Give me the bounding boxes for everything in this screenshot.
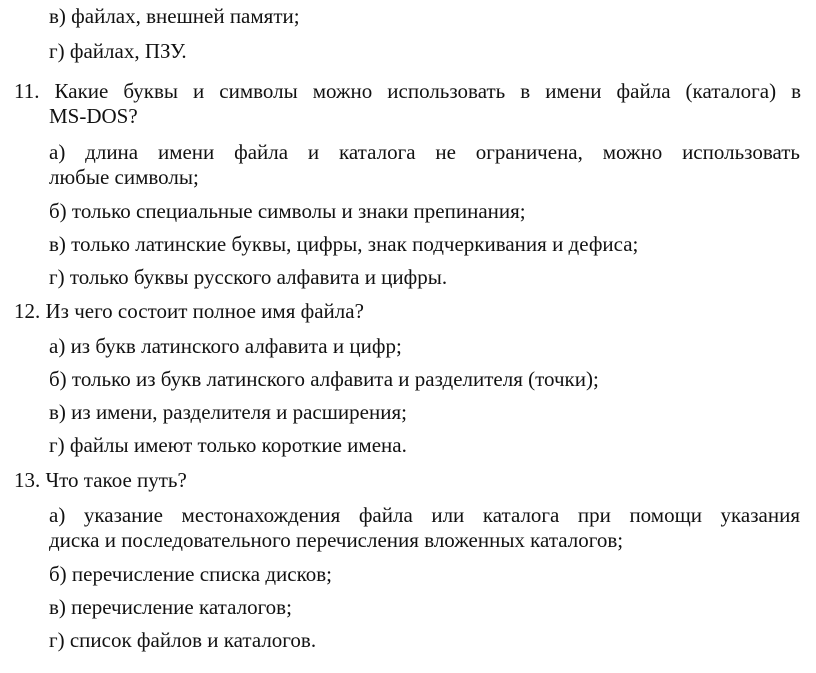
question-13-option-b: б) перечисление списка дисков; (49, 562, 332, 586)
question-11-option-g: г) только буквы русского алфавита и цифры. (49, 265, 448, 289)
question-13-text: 13. Что такое путь? (14, 468, 187, 492)
question-12-option-v: в) из имени, разделителя и расширения; (49, 400, 407, 424)
question-13-option-v: в) перечисление каталогов; (49, 595, 292, 619)
question-12-option-a: а) из букв латинского алфавита и цифр; (49, 334, 402, 358)
question-11-text-line2: MS-DOS? (49, 104, 138, 128)
question-13-option-g: г) список файлов и каталогов. (49, 628, 317, 652)
question-11-text-line1: 11. Какие буквы и символы можно использовать в имени файла (каталога) в (14, 79, 802, 103)
prev-option-g: г) файлах, ПЗУ. (49, 39, 187, 63)
question-11-option-v: в) только латинские буквы, цифры, знак подчеркивания и дефиса; (49, 232, 639, 256)
question-11-option-a-line1: а) длина имени файла и каталога не ограничена, можно использовать (49, 140, 800, 164)
question-13-option-a-line1: а) указание местонахождения файла или каталога при помощи указания (49, 503, 800, 527)
question-12-number: 12. (14, 299, 41, 323)
question-12-option-b: б) только из букв латинского алфавита и разделителя (точки); (49, 367, 599, 391)
question-12-text: 12. Из чего состоит полное имя файла? (14, 299, 364, 323)
question-11-number: 11. (14, 79, 40, 103)
prev-option-v: в) файлах, внешней памяти; (49, 4, 300, 28)
question-11-option-a-line2: любые символы; (49, 165, 199, 189)
question-13-number: 13. (14, 468, 41, 492)
question-12-option-g: г) файлы имеют только короткие имена. (49, 433, 407, 457)
question-13-option-a-line2: диска и последовательного перечисления вложенных каталогов; (49, 528, 624, 552)
question-11-option-b: б) только специальные символы и знаки препинания; (49, 199, 526, 223)
